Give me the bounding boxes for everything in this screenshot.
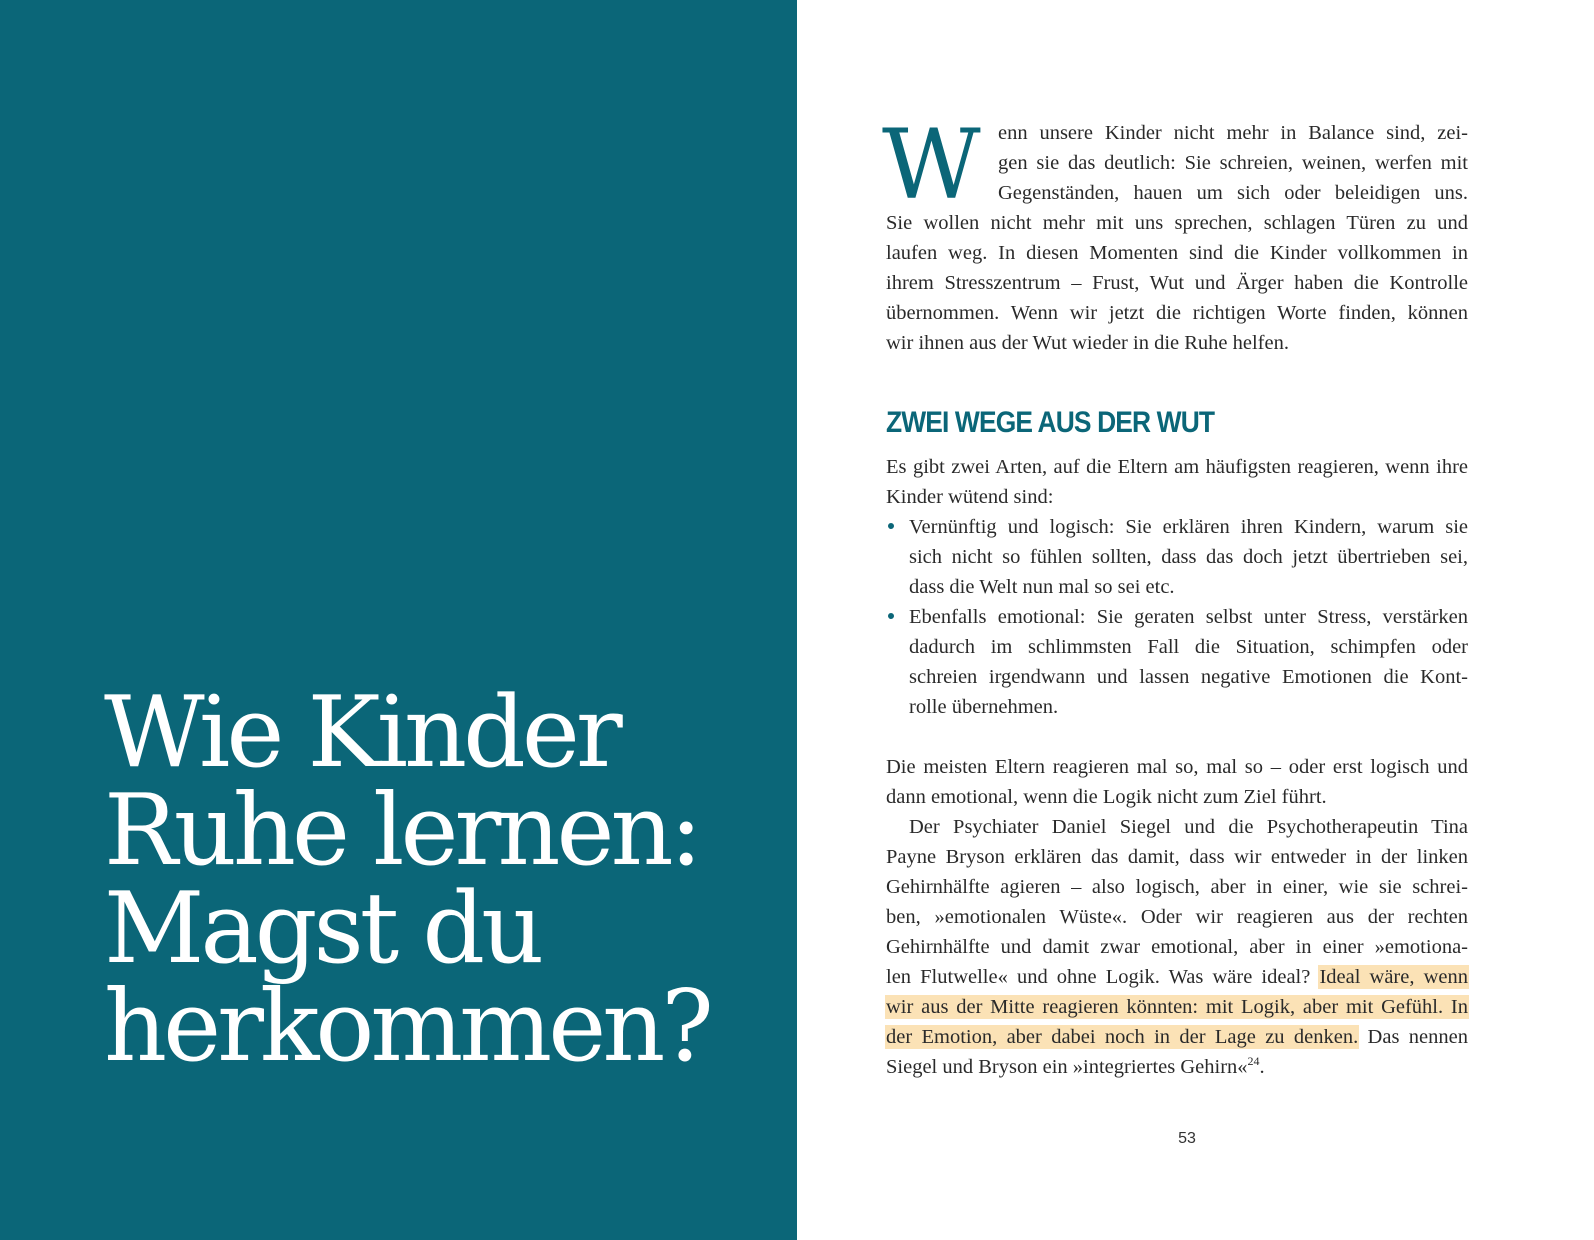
text-line: Gegenständen, hauen um sich oder beleidigen uns. [998, 182, 1468, 204]
text-line [886, 962, 1468, 992]
text-span: . [1259, 1056, 1265, 1078]
text-line: Payne Bryson erklären das damit, dass wir entweder in der linken [886, 846, 1468, 868]
bullet-icon [888, 613, 894, 619]
text-line: Der Psychiater Daniel Siegel und die Psychotherapeutin Tina [909, 816, 1468, 838]
page-number: 53 [1178, 1130, 1196, 1147]
bullet-list [886, 512, 1468, 722]
bullet-item [886, 602, 1468, 722]
text-line: gen sie das deutlich: Sie schreien, weinen, werfen mit [998, 152, 1468, 174]
highlighted-text[interactable]: wir aus der Mitte reagieren könnten: mit Logik, aber mit Gefühl. In [886, 996, 1468, 1018]
text-line: Sie wollen nicht mehr mit uns sprechen, schlagen Türen zu und [886, 212, 1468, 234]
footnote-reference[interactable]: 24 [1247, 1054, 1260, 1068]
text-line: wir ihnen aus der Wut wieder in die Ruhe helfen. [886, 332, 1289, 354]
text-line: schreien irgendwann und lassen negative Emotionen die Kont- [909, 666, 1468, 688]
text-line [886, 1022, 1468, 1052]
text-span: len Flutwelle« und ohne Logik. Was wäre ideal? [886, 966, 1320, 988]
section-heading: ZWEI WEGE AUS DER WUT [886, 406, 1215, 439]
paragraph-gap [886, 722, 1468, 752]
text-line [886, 992, 1468, 1022]
text-line: Gehirnhälfte agieren – also logisch, aber in einer, wie sie schrei- [886, 876, 1468, 898]
text-line: übernommen. Wenn wir jetzt die richtigen Worte finden, können [886, 302, 1468, 324]
text-line: Kinder wütend sind: [886, 486, 1054, 508]
text-span: Das nennen [1358, 1026, 1468, 1048]
text-line: dadurch im schlimmsten Fall die Situation, schimpfen oder [909, 636, 1468, 658]
paragraph [886, 812, 1468, 1082]
text-line: Vernünftig und logisch: Sie erklären ihren Kindern, warum sie [909, 516, 1468, 538]
text-line: ben, »emotionalen Wüste«. Oder wir reagieren aus der rechten [886, 906, 1468, 928]
text-line: dass die Welt nun mal so sei etc. [909, 576, 1175, 598]
text-line: Ebenfalls emotional: Sie geraten selbst unter Stress, verstärken [909, 606, 1468, 628]
text-line: Gehirnhälfte und damit zwar emotional, aber in einer »emotiona- [886, 936, 1468, 958]
text-span: Siegel und Bryson ein »integriertes Gehirn« [886, 1056, 1248, 1078]
section-intro [886, 452, 1468, 512]
bullet-item [886, 512, 1468, 602]
chapter-title-line: Wie Kinder [104, 676, 619, 790]
text-line: ihrem Stresszentrum – Frust, Wut und Ärger haben die Kontrolle [886, 272, 1468, 294]
text-line: sich nicht so fühlen sollten, dass das doch jetzt übertrieben sei, [909, 546, 1468, 568]
text-line: Die meisten Eltern reagieren mal so, mal so – oder erst logisch und [886, 756, 1468, 778]
highlighted-text[interactable]: der Emotion, aber dabei noch in der Lage zu denken. [886, 1026, 1359, 1048]
text-page [797, 0, 1594, 1240]
text-line: enn unsere Kinder nicht mehr in Balance sind, zei- [998, 122, 1468, 144]
paragraph [886, 752, 1468, 812]
text-line [886, 1052, 1468, 1082]
chapter-title-line: Ruhe lernen: [104, 774, 699, 888]
bullet-icon [888, 523, 894, 529]
body-text [882, 109, 1468, 1082]
drop-cap: W [882, 109, 975, 221]
text-line: Es gibt zwei Arten, auf die Eltern am häufigsten reagieren, wenn ihre [886, 456, 1468, 478]
chapter-title-line: herkommen? [104, 970, 710, 1084]
chapter-title [104, 676, 710, 1084]
text-line: dann emotional, wenn die Logik nicht zum Ziel führt. [886, 786, 1327, 808]
highlighted-text[interactable]: Ideal wäre, wenn [1319, 966, 1468, 988]
text-line: rolle übernehmen. [909, 696, 1059, 718]
text-line: laufen weg. In diesen Momenten sind die Kinder vollkommen in [886, 242, 1468, 264]
chapter-title-line: Magst du [104, 872, 541, 986]
intro-paragraph [882, 109, 1468, 358]
